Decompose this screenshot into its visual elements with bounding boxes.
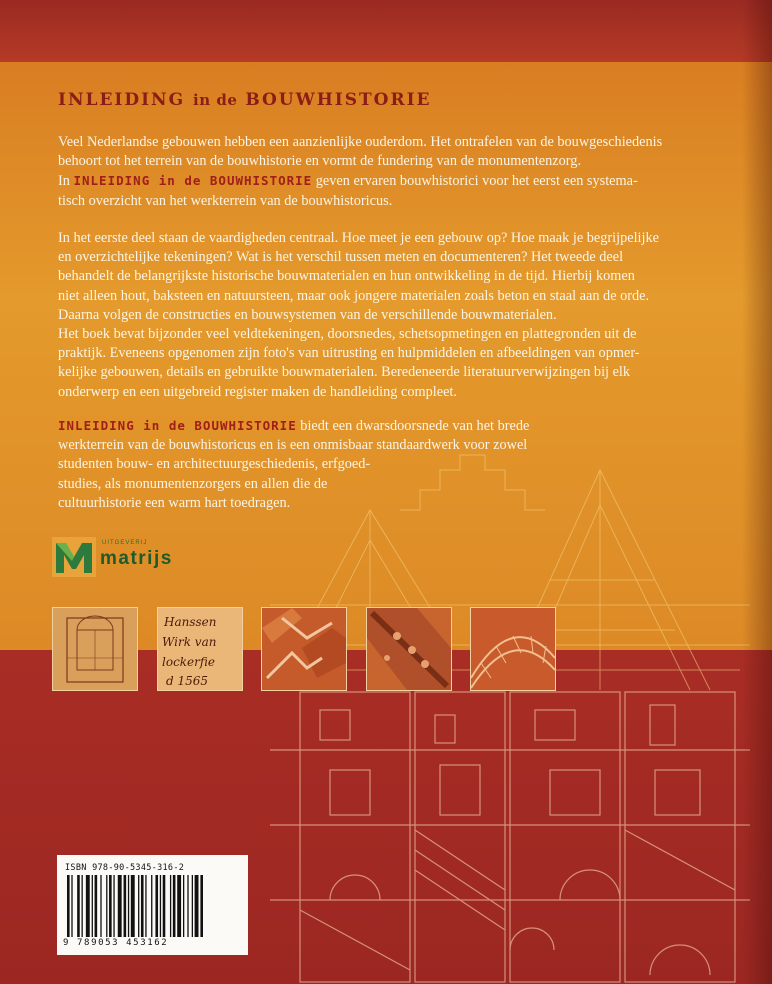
handwriting-line-1: Hanssen <box>164 615 217 629</box>
intro-paragraph <box>58 133 738 211</box>
architectural-section-drawing <box>270 430 750 984</box>
isbn-barcode <box>57 855 248 955</box>
title-part-1: INLEIDING <box>58 90 186 110</box>
closing-paragraph <box>58 416 578 513</box>
title-part-2: in de <box>193 91 238 109</box>
publisher-logo <box>52 537 182 577</box>
inline-book-title: INLEIDING in de BOUWHISTORIE <box>73 173 313 189</box>
content-paragraph: In het eerste deel staan de vaardigheden centraal. Hoe meet je een gebouw op? Hoe maak je begrijpelijke en overzichtelijke tekeningen? Wat is het verschil tussen meten en documenteren? Het tweede deel behandelt de belangrijkste historische bouwmaterialen en hun ontwikkeling in de tijd. Hierbij komen niet alleen hout, baksteen en natuursteen, maar ook jongere materialen zoals beton en staal aan de orde. Daarna volgen de constructies en bouwsystemen van de verschillende bouwmaterialen. Het boek bevat bijzonder veel veldtekeningen, doorsnedes, schetsopmetingen en plattegronden uit de praktijk. Eveneens opgenomen zijn foto's van uitrusting en hulpmiddelen en afbeeldingen van opmer- kelijke gebouwen, details en gebruikte bouwmaterialen. Beredeneerde literatuurverwijzingen bij elk onderwerp en een uitgebreid register maken de handleiding compleet. <box>58 230 659 400</box>
intro-text-b: geven ervaren bouwhistorici voor het eerst een systema- tisch overzicht van het werkterrein van de bouwhistoricus. <box>58 173 638 209</box>
archive-drawing-image <box>53 608 137 690</box>
intro-text-a: Veel Nederlandse gebouwen hebben een aanzienlijke ouderdom. Het ontrafelen van de bouwgeschiedenis behoort tot het terrein van de bouwhistorie en vormt de fundering van de monumentenzorg. In <box>58 134 663 190</box>
barcode-digits: 9 789053 453162 <box>63 938 169 948</box>
page-title <box>58 90 432 110</box>
thumbnail-roof-truss <box>470 607 556 691</box>
thumbnail-brick-detail <box>261 607 347 691</box>
barcode-icon <box>65 875 241 937</box>
inline-book-title: INLEIDING in de BOUWHISTORIE <box>58 418 297 433</box>
handwriting-line-3: lockerfie <box>162 655 215 669</box>
top-red-band <box>0 0 772 62</box>
cover-edge-shadow <box>742 0 772 984</box>
publisher-name: matrijs <box>100 548 173 569</box>
thumbnail-riveted-steel <box>366 607 452 691</box>
thumbnail-archive-drawing <box>52 607 138 691</box>
isbn-label: ISBN 978-90-5345-316-2 <box>65 863 185 873</box>
handwriting-line-2: Wirk van <box>162 635 217 649</box>
handwriting-line-4: d 1565 <box>166 674 209 688</box>
handwriting-image <box>158 608 242 690</box>
title-part-3: BOUWHISTORIE <box>245 90 432 110</box>
publisher-subtitle: UITGEVERIJ <box>102 540 148 546</box>
thumbnail-handwriting <box>157 607 243 691</box>
brick-detail-image <box>262 608 346 690</box>
riveted-steel-image <box>367 608 451 690</box>
matrijs-logo-icon <box>52 537 96 577</box>
roof-truss-image <box>471 608 555 690</box>
closing-text: biedt een dwarsdoorsnede van het brede werkterrein van de bouwhistoricus en is een onmisbaar standaardwerk voor zowel studenten bouw- en architectuurgeschiedenis, erfgoed- studies, als monumentenzorgers en allen die de cultuurhistorie een warm hart toedragen. <box>58 418 530 511</box>
